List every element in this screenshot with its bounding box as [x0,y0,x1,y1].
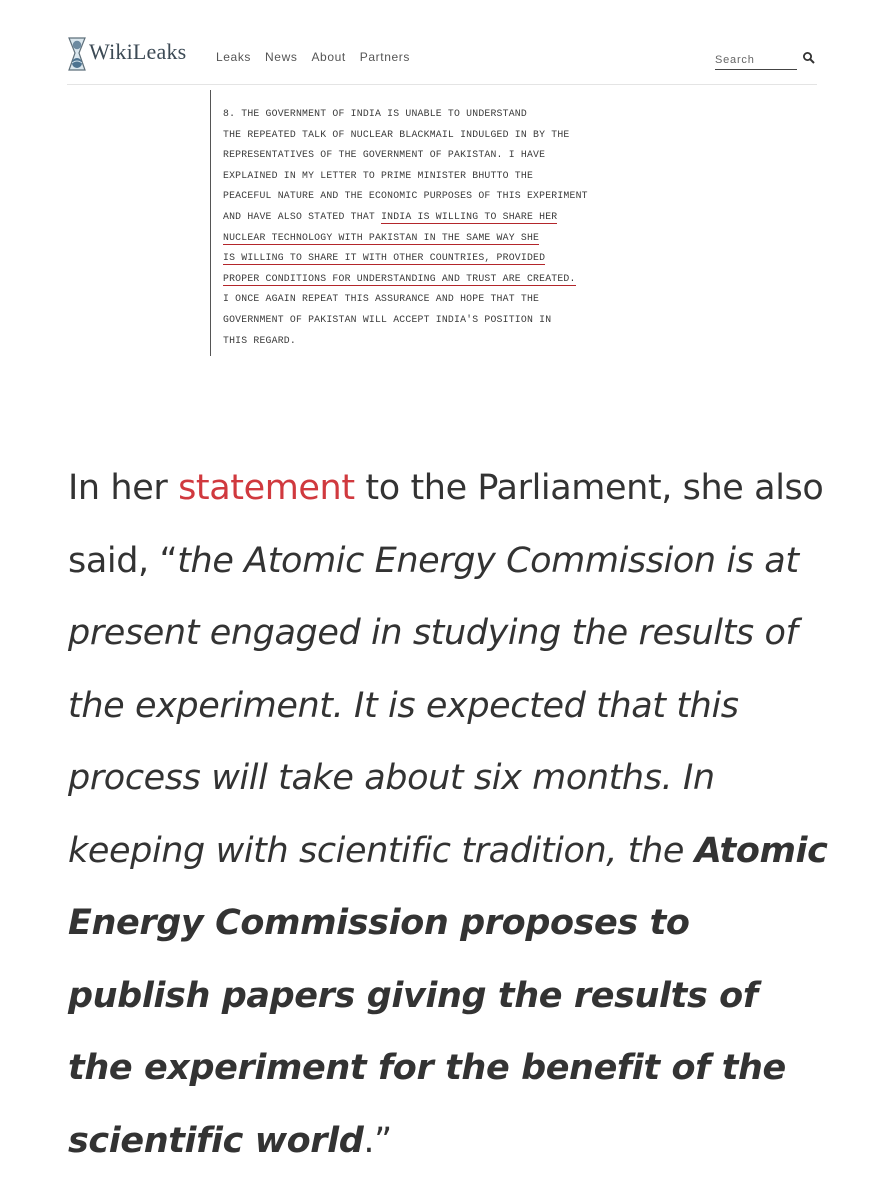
cable-line [223,230,588,251]
cable-line [223,271,588,292]
cable-line: I ONCE AGAIN REPEAT THIS ASSURANCE AND HOPE THAT THE [223,293,540,305]
wikileaks-logo[interactable] [67,36,186,74]
site-header [67,26,817,85]
highlighted-text: IS WILLING TO SHARE IT WITH OTHER COUNTRIES, PROVIDED [223,252,546,264]
main-nav [216,50,410,64]
search-box [715,50,797,70]
cable-line: AND HAVE ALSO STATED THAT INDIA IS WILLING TO SHARE HER [223,210,558,222]
article-paragraph: In her statement to the Parliament, she also said, “the Atomic Energy Commission is at present engaged in studying the results of the experiment. It is expected that this process will take about six months. In keeping with scientific tradition, the Atomic Energy Commission proposes to publish papers giving the results of the experiment for the benefit of the scientific world.” [68,468,828,1161]
cable-text [223,106,588,353]
nav-item-leaks[interactable]: Leaks [216,50,252,64]
quote-emphasis: Atomic Energy Commission proposes to publish papers giving the results of the experiment for the benefit of the scientific world [68,830,828,1161]
cable-line: EXPLAINED IN MY LETTER TO PRIME MINISTER BHUTTO THE [223,169,534,181]
highlighted-text: INDIA IS WILLING TO SHARE HER [381,210,558,222]
highlighted-text: NUCLEAR TECHNOLOGY WITH PAKISTAN IN THE SAME WAY SHE [223,231,540,243]
cable-line: REPRESENTATIVES OF THE GOVERNMENT OF PAKISTAN. I HAVE [223,149,546,161]
cable-line: THIS REGARD. [223,334,296,346]
logo-text: WikiLeaks [89,39,187,64]
nav-item-about[interactable]: About [311,50,346,64]
cable-line [223,250,588,271]
nav-item-news[interactable]: News [265,50,298,64]
statement-link[interactable]: statement [178,468,355,508]
nav-item-partners[interactable]: Partners [359,50,410,64]
search-icon[interactable] [802,51,816,65]
search-input[interactable] [715,54,785,69]
hourglass-globe-icon [67,36,87,74]
cable-line: GOVERNMENT OF PAKISTAN WILL ACCEPT INDIA'S POSITION IN [223,313,552,325]
cable-line: PEACEFUL NATURE AND THE ECONOMIC PURPOSES OF THIS EXPERIMENT [223,190,588,202]
cable-line: THE REPEATED TALK OF NUCLEAR BLACKMAIL INDULGED IN BY THE [223,128,570,140]
cable-excerpt [210,90,671,356]
highlighted-text: PROPER CONDITIONS FOR UNDERSTANDING AND TRUST ARE CREATED. [223,272,576,284]
quote-text: the Atomic Energy Commission is at present engaged in studying the results of the experiment. It is expected that this process will take about six months. In keeping with scientific tradition, the Atomic Energy Commission proposes to publish papers giving the results of the experiment for the benefit of the scientific world [68,540,828,1161]
cable-line: 8. THE GOVERNMENT OF INDIA IS UNABLE TO UNDERSTAND [223,108,527,119]
